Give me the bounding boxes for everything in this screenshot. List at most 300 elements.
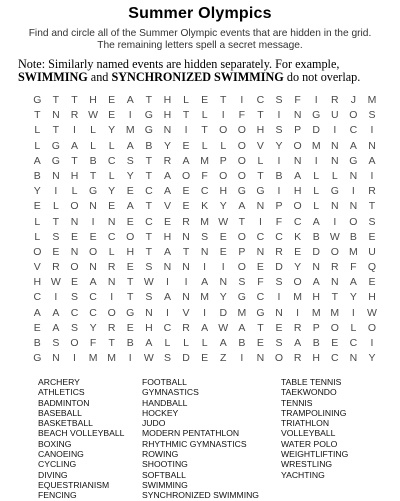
- grid-letter[interactable]: S: [275, 337, 283, 349]
- grid-letter[interactable]: B: [275, 169, 283, 182]
- grid-letter[interactable]: I: [277, 154, 281, 167]
- grid-letter[interactable]: F: [201, 169, 208, 182]
- grid-letter[interactable]: B: [312, 337, 320, 349]
- grid-letter[interactable]: I: [91, 215, 95, 228]
- grid-letter[interactable]: N: [349, 169, 358, 182]
- grid-letter[interactable]: I: [314, 94, 318, 106]
- grid-letter[interactable]: T: [201, 124, 208, 137]
- grid-letter[interactable]: T: [220, 94, 227, 106]
- grid-letter[interactable]: W: [50, 276, 61, 289]
- grid-letter[interactable]: N: [145, 306, 153, 319]
- grid-letter[interactable]: I: [184, 276, 188, 289]
- grid-letter[interactable]: N: [256, 352, 265, 365]
- grid-letter[interactable]: I: [277, 291, 281, 304]
- grid-letter[interactable]: O: [293, 276, 302, 289]
- grid-letter[interactable]: L: [108, 245, 115, 258]
- grid-letter[interactable]: S: [52, 230, 60, 243]
- grid-letter[interactable]: L: [52, 200, 59, 213]
- grid-letter[interactable]: A: [238, 321, 246, 334]
- grid-letter[interactable]: I: [73, 352, 76, 365]
- grid-letter[interactable]: I: [54, 185, 58, 198]
- grid-letter[interactable]: L: [331, 169, 338, 182]
- grid-letter[interactable]: I: [203, 261, 207, 274]
- grid-letter[interactable]: N: [200, 245, 209, 258]
- grid-letter[interactable]: L: [183, 94, 189, 106]
- grid-letter[interactable]: N: [256, 245, 265, 258]
- grid-letter[interactable]: I: [296, 306, 300, 319]
- grid-letter[interactable]: H: [219, 185, 228, 198]
- grid-letter[interactable]: L: [108, 169, 115, 182]
- grid-letter[interactable]: S: [145, 261, 153, 274]
- grid-letter[interactable]: E: [108, 109, 116, 122]
- grid-letter[interactable]: H: [256, 124, 265, 137]
- grid-letter[interactable]: N: [219, 276, 228, 289]
- grid-letter[interactable]: Y: [108, 185, 116, 198]
- grid-letter[interactable]: G: [237, 185, 246, 198]
- grid-letter[interactable]: O: [330, 321, 339, 334]
- grid-letter[interactable]: F: [89, 337, 97, 349]
- grid-letter[interactable]: P: [275, 200, 283, 213]
- grid-letter[interactable]: U: [368, 245, 376, 258]
- grid-letter[interactable]: N: [293, 154, 302, 167]
- grid-letter[interactable]: B: [238, 337, 246, 349]
- grid-letter[interactable]: N: [182, 291, 190, 304]
- grid-letter[interactable]: S: [368, 215, 376, 228]
- grid-letter[interactable]: I: [221, 109, 225, 122]
- grid-letter[interactable]: S: [70, 291, 78, 304]
- grid-letter[interactable]: A: [163, 245, 171, 258]
- grid-letter[interactable]: A: [52, 306, 60, 319]
- grid-letter[interactable]: M: [367, 94, 377, 106]
- grid-letter[interactable]: E: [89, 230, 97, 243]
- grid-letter[interactable]: O: [107, 306, 116, 319]
- grid-letter[interactable]: G: [126, 306, 135, 319]
- grid-letter[interactable]: B: [33, 169, 41, 182]
- grid-letter[interactable]: H: [368, 291, 376, 304]
- grid-letter[interactable]: O: [33, 245, 42, 258]
- grid-letter[interactable]: C: [256, 230, 265, 243]
- grid-letter[interactable]: R: [331, 261, 339, 274]
- grid-letter[interactable]: I: [165, 306, 169, 319]
- grid-letter[interactable]: O: [293, 139, 302, 152]
- grid-letter[interactable]: R: [107, 321, 116, 334]
- grid-letter[interactable]: Q: [367, 261, 377, 274]
- grid-letter[interactable]: F: [350, 261, 357, 274]
- grid-letter[interactable]: I: [73, 124, 76, 137]
- grid-letter[interactable]: V: [182, 306, 190, 319]
- grid-letter[interactable]: A: [219, 337, 227, 349]
- grid-letter[interactable]: L: [34, 215, 41, 228]
- grid-letter[interactable]: H: [33, 276, 42, 289]
- grid-letter[interactable]: E: [219, 230, 227, 243]
- grid-letter[interactable]: C: [70, 306, 79, 319]
- grid-letter[interactable]: E: [33, 200, 41, 213]
- grid-letter[interactable]: O: [237, 154, 246, 167]
- grid-letter[interactable]: A: [52, 321, 60, 334]
- grid-letter[interactable]: H: [293, 185, 302, 198]
- grid-letter[interactable]: I: [351, 185, 355, 198]
- grid-letter[interactable]: N: [293, 109, 302, 122]
- grid-letter[interactable]: E: [182, 200, 190, 213]
- grid-letter[interactable]: A: [145, 337, 153, 349]
- grid-letter[interactable]: M: [125, 124, 135, 137]
- grid-letter[interactable]: E: [182, 139, 190, 152]
- grid-letter[interactable]: N: [107, 276, 116, 289]
- grid-letter[interactable]: R: [182, 321, 190, 334]
- grid-letter[interactable]: K: [294, 230, 302, 243]
- grid-letter[interactable]: A: [126, 139, 134, 152]
- grid-letter[interactable]: L: [201, 109, 208, 122]
- grid-letter[interactable]: I: [333, 124, 337, 137]
- grid-letter[interactable]: E: [201, 94, 209, 106]
- grid-letter[interactable]: A: [238, 200, 246, 213]
- grid-letter[interactable]: T: [182, 109, 190, 122]
- grid-letter[interactable]: H: [163, 94, 172, 106]
- grid-letter[interactable]: N: [349, 200, 358, 213]
- grid-letter[interactable]: M: [293, 291, 302, 304]
- grid-letter[interactable]: S: [145, 291, 153, 304]
- grid-letter[interactable]: T: [145, 245, 153, 258]
- grid-letter[interactable]: G: [144, 124, 153, 137]
- grid-letter[interactable]: B: [349, 230, 357, 243]
- grid-letter[interactable]: R: [275, 245, 283, 258]
- grid-letter[interactable]: I: [314, 154, 318, 167]
- grid-letter[interactable]: A: [33, 154, 41, 167]
- grid-letter[interactable]: N: [163, 124, 172, 137]
- grid-letter[interactable]: V: [33, 261, 41, 274]
- grid-letter[interactable]: V: [256, 139, 264, 152]
- grid-letter[interactable]: F: [294, 94, 301, 106]
- grid-letter[interactable]: G: [349, 154, 358, 167]
- grid-letter[interactable]: T: [182, 245, 190, 258]
- grid-letter[interactable]: Y: [126, 169, 134, 182]
- grid-letter[interactable]: Y: [163, 139, 171, 152]
- grid-letter[interactable]: B: [312, 230, 320, 243]
- grid-letter[interactable]: I: [277, 109, 281, 122]
- grid-letter[interactable]: G: [33, 94, 42, 106]
- grid-letter[interactable]: L: [201, 139, 208, 152]
- grid-letter[interactable]: T: [145, 230, 153, 243]
- grid-letter[interactable]: L: [164, 337, 171, 349]
- grid-letter[interactable]: M: [237, 306, 247, 319]
- grid-letter[interactable]: W: [88, 109, 99, 122]
- grid-letter[interactable]: N: [182, 261, 190, 274]
- grid-letter[interactable]: C: [349, 124, 358, 137]
- grid-letter[interactable]: S: [238, 276, 246, 289]
- grid-letter[interactable]: Y: [349, 291, 357, 304]
- grid-letter[interactable]: K: [201, 200, 209, 213]
- grid-letter[interactable]: T: [145, 94, 153, 106]
- grid-letter[interactable]: R: [293, 321, 302, 334]
- grid-letter[interactable]: E: [70, 230, 78, 243]
- grid-letter[interactable]: A: [70, 139, 78, 152]
- grid-letter[interactable]: N: [331, 276, 339, 289]
- grid-letter[interactable]: M: [88, 352, 98, 365]
- grid-letter[interactable]: N: [89, 200, 97, 213]
- grid-letter[interactable]: C: [89, 306, 97, 319]
- grid-letter[interactable]: G: [330, 185, 339, 198]
- grid-letter[interactable]: E: [33, 321, 41, 334]
- grid-letter[interactable]: I: [54, 291, 58, 304]
- grid-letter[interactable]: L: [313, 200, 320, 213]
- grid-letter[interactable]: I: [221, 261, 225, 274]
- grid-letter[interactable]: T: [145, 154, 153, 167]
- grid-letter[interactable]: F: [275, 215, 283, 228]
- grid-letter[interactable]: E: [182, 185, 190, 198]
- grid-letter[interactable]: O: [237, 230, 246, 243]
- grid-letter[interactable]: I: [351, 306, 355, 319]
- grid-letter[interactable]: D: [219, 306, 228, 319]
- grid-letter[interactable]: N: [52, 352, 60, 365]
- grid-letter[interactable]: L: [108, 139, 115, 152]
- grid-letter[interactable]: T: [257, 109, 264, 122]
- grid-letter[interactable]: I: [258, 215, 262, 228]
- grid-letter[interactable]: H: [70, 169, 79, 182]
- grid-letter[interactable]: A: [368, 154, 376, 167]
- grid-letter[interactable]: I: [165, 276, 169, 289]
- grid-letter[interactable]: A: [294, 169, 302, 182]
- grid-letter[interactable]: A: [182, 154, 190, 167]
- grid-letter[interactable]: O: [88, 245, 98, 258]
- grid-letter[interactable]: W: [218, 321, 229, 334]
- grid-letter[interactable]: O: [274, 352, 284, 365]
- grid-letter[interactable]: I: [370, 124, 374, 137]
- grid-letter[interactable]: E: [275, 321, 283, 334]
- grid-letter[interactable]: G: [33, 352, 42, 365]
- grid-letter[interactable]: T: [34, 109, 41, 122]
- grid-letter[interactable]: N: [70, 245, 79, 258]
- grid-letter[interactable]: C: [145, 185, 153, 198]
- grid-letter[interactable]: I: [110, 291, 114, 304]
- grid-letter[interactable]: L: [257, 154, 264, 167]
- grid-letter[interactable]: Y: [89, 321, 97, 334]
- grid-letter[interactable]: M: [311, 139, 321, 152]
- grid-letter[interactable]: G: [237, 291, 246, 304]
- grid-letter[interactable]: C: [89, 291, 97, 304]
- grid-letter[interactable]: E: [256, 337, 264, 349]
- grid-letter[interactable]: C: [293, 215, 302, 228]
- grid-letter[interactable]: O: [237, 139, 246, 152]
- grid-letter[interactable]: A: [33, 306, 41, 319]
- grid-letter[interactable]: N: [368, 139, 376, 152]
- grid-letter[interactable]: L: [313, 169, 320, 182]
- grid-letter[interactable]: C: [33, 291, 42, 304]
- grid-letter[interactable]: S: [52, 337, 60, 349]
- grid-letter[interactable]: Y: [33, 185, 41, 198]
- grid-letter[interactable]: A: [294, 337, 302, 349]
- grid-letter[interactable]: L: [183, 337, 189, 349]
- grid-letter[interactable]: E: [163, 215, 171, 228]
- grid-letter[interactable]: T: [71, 154, 78, 167]
- grid-letter[interactable]: E: [331, 337, 339, 349]
- grid-letter[interactable]: N: [312, 261, 320, 274]
- grid-letter[interactable]: O: [70, 200, 79, 213]
- grid-letter[interactable]: L: [90, 124, 96, 137]
- grid-letter[interactable]: E: [126, 261, 134, 274]
- grid-letter[interactable]: P: [294, 124, 302, 137]
- grid-letter[interactable]: I: [370, 169, 374, 182]
- grid-letter[interactable]: G: [51, 139, 60, 152]
- grid-letter[interactable]: E: [256, 261, 264, 274]
- grid-letter[interactable]: H: [126, 245, 135, 258]
- grid-letter[interactable]: O: [330, 245, 339, 258]
- grid-letter[interactable]: F: [257, 276, 264, 289]
- grid-letter[interactable]: E: [108, 94, 116, 106]
- grid-letter[interactable]: W: [329, 230, 340, 243]
- grid-letter[interactable]: Y: [219, 291, 227, 304]
- grid-letter[interactable]: C: [200, 185, 209, 198]
- grid-letter[interactable]: O: [219, 169, 228, 182]
- grid-letter[interactable]: T: [145, 200, 153, 213]
- grid-letter[interactable]: I: [333, 215, 337, 228]
- grid-letter[interactable]: E: [52, 245, 60, 258]
- grid-letter[interactable]: D: [312, 245, 320, 258]
- grid-letter[interactable]: E: [70, 276, 78, 289]
- grid-letter[interactable]: I: [184, 124, 188, 137]
- grid-letter[interactable]: H: [89, 94, 97, 106]
- grid-letter[interactable]: O: [70, 337, 79, 349]
- grid-letter[interactable]: T: [108, 337, 115, 349]
- grid-letter[interactable]: L: [34, 230, 41, 243]
- grid-letter[interactable]: S: [70, 321, 78, 334]
- grid-letter[interactable]: N: [163, 261, 172, 274]
- grid-letter[interactable]: A: [201, 321, 209, 334]
- grid-letter[interactable]: S: [126, 154, 134, 167]
- grid-letter[interactable]: S: [275, 124, 283, 137]
- grid-letter[interactable]: O: [70, 261, 79, 274]
- grid-letter[interactable]: O: [126, 230, 135, 243]
- grid-letter[interactable]: L: [201, 337, 208, 349]
- grid-letter[interactable]: C: [256, 94, 265, 106]
- grid-letter[interactable]: L: [350, 321, 357, 334]
- grid-letter[interactable]: E: [201, 352, 209, 365]
- grid-letter[interactable]: P: [219, 154, 227, 167]
- grid-letter[interactable]: L: [90, 139, 96, 152]
- grid-letter[interactable]: I: [128, 352, 132, 365]
- grid-letter[interactable]: T: [238, 215, 246, 228]
- grid-letter[interactable]: T: [257, 321, 264, 334]
- grid-letter[interactable]: T: [89, 169, 97, 182]
- grid-letter[interactable]: S: [368, 109, 376, 122]
- grid-letter[interactable]: W: [218, 215, 229, 228]
- grid-letter[interactable]: M: [200, 215, 210, 228]
- grid-letter[interactable]: N: [182, 230, 190, 243]
- grid-letter[interactable]: L: [220, 139, 227, 152]
- grid-letter[interactable]: P: [238, 245, 246, 258]
- grid-letter[interactable]: O: [237, 169, 246, 182]
- grid-letter[interactable]: O: [349, 215, 358, 228]
- grid-letter[interactable]: B: [145, 139, 153, 152]
- grid-letter[interactable]: T: [127, 276, 134, 289]
- grid-letter[interactable]: E: [126, 215, 134, 228]
- grid-letter[interactable]: C: [331, 352, 339, 365]
- grid-letter[interactable]: O: [237, 261, 246, 274]
- grid-letter[interactable]: T: [52, 94, 60, 106]
- grid-letter[interactable]: C: [163, 321, 172, 334]
- grid-letter[interactable]: A: [312, 215, 320, 228]
- grid-letter[interactable]: I: [203, 306, 207, 319]
- grid-letter[interactable]: T: [368, 200, 376, 213]
- grid-letter[interactable]: T: [71, 94, 78, 106]
- grid-letter[interactable]: T: [52, 124, 60, 137]
- grid-letter[interactable]: B: [33, 337, 41, 349]
- grid-letter[interactable]: P: [312, 321, 320, 334]
- grid-letter[interactable]: O: [349, 109, 358, 122]
- grid-letter[interactable]: W: [367, 306, 377, 319]
- grid-letter[interactable]: H: [312, 352, 320, 365]
- grid-letter[interactable]: C: [275, 230, 283, 243]
- grid-letter[interactable]: A: [349, 139, 357, 152]
- grid-letter[interactable]: D: [182, 352, 190, 365]
- grid-letter[interactable]: N: [256, 200, 265, 213]
- grid-letter[interactable]: O: [237, 124, 246, 137]
- grid-letter[interactable]: T: [52, 215, 60, 228]
- grid-letter[interactable]: E: [368, 276, 376, 289]
- grid-letter[interactable]: A: [201, 276, 209, 289]
- grid-letter[interactable]: E: [294, 245, 302, 258]
- grid-letter[interactable]: H: [163, 230, 172, 243]
- grid-letter[interactable]: O: [293, 200, 302, 213]
- grid-letter[interactable]: G: [256, 185, 265, 198]
- grid-letter[interactable]: V: [163, 200, 171, 213]
- grid-letter[interactable]: A: [89, 276, 97, 289]
- grid-letter[interactable]: E: [108, 200, 116, 213]
- grid-letter[interactable]: T: [145, 169, 153, 182]
- grid-letter[interactable]: J: [350, 94, 357, 106]
- grid-letter[interactable]: T: [257, 169, 264, 182]
- grid-letter[interactable]: D: [275, 261, 283, 274]
- grid-letter[interactable]: G: [88, 185, 98, 198]
- grid-letter[interactable]: L: [313, 185, 320, 198]
- grid-letter[interactable]: F: [238, 109, 246, 122]
- grid-letter[interactable]: W: [143, 352, 154, 365]
- grid-letter[interactable]: M: [349, 245, 358, 258]
- grid-letter[interactable]: M: [330, 306, 340, 319]
- grid-letter[interactable]: G: [144, 109, 153, 122]
- grid-letter[interactable]: C: [349, 337, 358, 349]
- grid-letter[interactable]: S: [275, 94, 283, 106]
- grid-letter[interactable]: A: [163, 291, 171, 304]
- grid-letter[interactable]: N: [52, 109, 60, 122]
- grid-letter[interactable]: E: [126, 185, 134, 198]
- grid-letter[interactable]: G: [312, 109, 321, 122]
- grid-letter[interactable]: B: [126, 337, 134, 349]
- grid-letter[interactable]: H: [145, 321, 153, 334]
- grid-letter[interactable]: R: [107, 261, 116, 274]
- grid-letter[interactable]: A: [163, 169, 171, 182]
- grid-letter[interactable]: Z: [220, 352, 227, 365]
- grid-letter[interactable]: M: [107, 352, 117, 365]
- grid-letter[interactable]: Y: [219, 200, 227, 213]
- grid-letter[interactable]: N: [52, 169, 60, 182]
- grid-letter[interactable]: N: [70, 215, 79, 228]
- grid-letter[interactable]: L: [34, 139, 41, 152]
- grid-letter[interactable]: Y: [108, 124, 116, 137]
- grid-letter[interactable]: N: [349, 352, 358, 365]
- grid-letter[interactable]: M: [200, 291, 210, 304]
- grid-letter[interactable]: R: [182, 215, 190, 228]
- grid-letter[interactable]: E: [126, 321, 134, 334]
- grid-letter[interactable]: E: [368, 230, 376, 243]
- grid-letter[interactable]: R: [52, 261, 60, 274]
- grid-letter[interactable]: N: [331, 154, 339, 167]
- grid-letter[interactable]: O: [181, 169, 191, 182]
- grid-letter[interactable]: Y: [275, 139, 283, 152]
- grid-letter[interactable]: U: [331, 109, 339, 122]
- grid-letter[interactable]: C: [107, 230, 116, 243]
- grid-letter[interactable]: I: [240, 94, 244, 106]
- grid-letter[interactable]: O: [219, 124, 228, 137]
